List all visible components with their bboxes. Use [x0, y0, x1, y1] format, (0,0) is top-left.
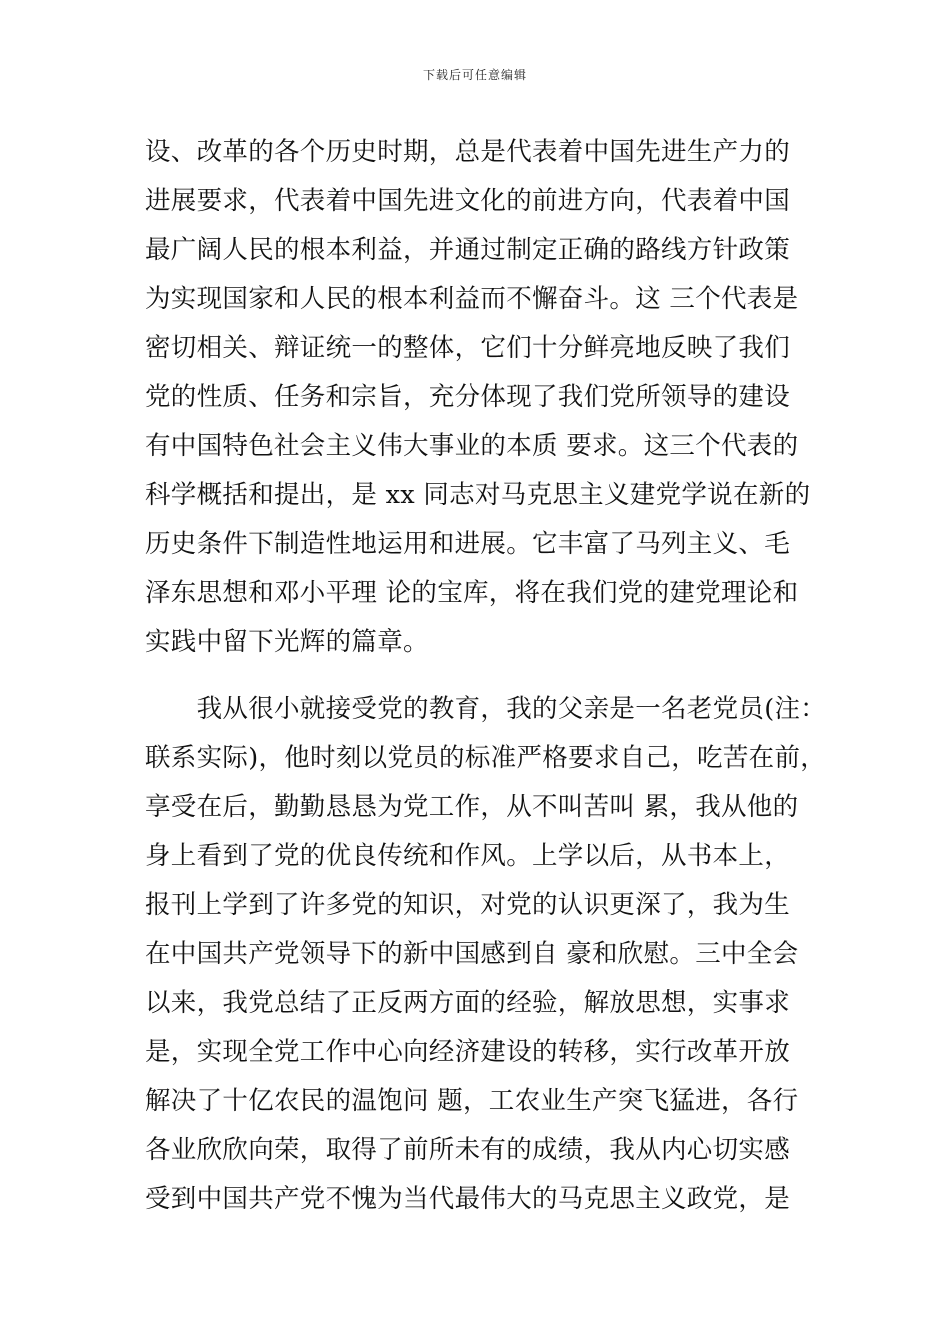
text-line: 密切相关、辩证统一的整体，它们十分鲜亮地反映了我们: [145, 333, 791, 363]
text-line: 在中国共产党领导下的新中国感到自 豪和欣慰。三中全会: [145, 939, 799, 969]
text-line: 党的性质、任务和宗旨，充分体现了我们党所领导的建设: [145, 382, 791, 412]
text-line: 解决了十亿农民的温饱问 题，工农业生产突飞猛进，各行: [145, 1086, 799, 1116]
text-line: 实践中留下光辉的篇章。: [145, 627, 429, 657]
text-line: 以来，我党总结了正反两方面的经验，解放思想，实事求: [145, 988, 791, 1018]
text-line: 身上看到了党的优良传统和作风。上学以后，从书本上，: [145, 841, 791, 871]
document-body: [145, 128, 827, 1224]
text-line: 报刊上学到了许多党的知识，对党的认识更深了，我为生: [145, 890, 791, 920]
text-line: 为实现国家和人民的根本利益而不懈奋斗。这 三个代表是: [145, 284, 799, 314]
text-line: 联系实际)，他时刻以党员的标准严格要求自己，吃苦在前，: [145, 743, 827, 773]
text-line: 历史条件下制造性地运用和进展。它丰富了马列主义、毛: [145, 529, 791, 559]
paragraph-2: [145, 685, 827, 1224]
text-line: 各业欣欣向荣，取得了前所未有的成绩，我从内心切实感: [145, 1135, 791, 1165]
text-line: 是，实现全党工作中心向经济建设的转移，实行改革开放: [145, 1037, 791, 1067]
paragraph-gap: [145, 667, 815, 685]
text-line: 科学概括和提出，是 xx 同志对马克思主义建党学说在新的: [145, 480, 811, 510]
text-line: 设、改革的各个历史时期，总是代表着中国先进生产力的: [145, 137, 791, 167]
text-line: 享受在后，勤勤恳恳为党工作，从不叫苦叫 累，我从他的: [145, 792, 799, 822]
text-line: 进展要求，代表着中国先进文化的前进方向，代表着中国: [145, 186, 791, 216]
text-line: 受到中国共产党不愧为当代最伟大的马克思主义政党，是: [145, 1184, 791, 1214]
text-line: 我从很小就接受党的教育，我的父亲是一名老党员(注：: [145, 694, 827, 724]
text-line: 泽东思想和邓小平理 论的宝库，将在我们党的建党理论和: [145, 578, 799, 608]
text-line: 最广阔人民的根本利益，并通过制定正确的路线方针政策: [145, 235, 791, 265]
page-header: 下载后可任意编辑: [422, 68, 527, 82]
paragraph-1: [145, 128, 815, 667]
text-line: 有中国特色社会主义伟大事业的本质 要求。这三个代表的: [145, 431, 799, 461]
